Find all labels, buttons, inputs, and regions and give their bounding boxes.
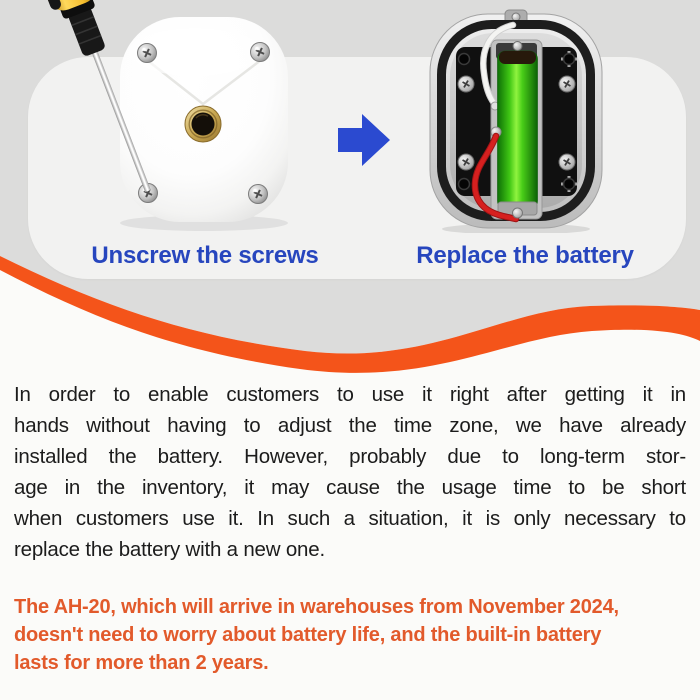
- corner-hole: [459, 54, 470, 65]
- paragraph-line: when customers use it. In such a situation, it is only necessary to: [14, 507, 686, 530]
- corner-hole: [564, 179, 575, 190]
- aa-battery: [498, 51, 538, 209]
- battery-top-nub: [513, 42, 522, 51]
- arrow-right-icon: [332, 106, 396, 170]
- note-line: The AH-20, which will arrive in warehouses from November 2024,: [14, 596, 619, 618]
- center-brass-hole: [185, 106, 221, 142]
- plate-screw: [458, 154, 474, 170]
- battery-bottom-nub: [513, 208, 523, 218]
- plate-screw: [559, 76, 575, 92]
- corner-hole: [459, 179, 470, 190]
- screw-bottom-right: [249, 185, 268, 204]
- description-paragraph: [14, 379, 686, 565]
- highlight-note: [14, 593, 694, 677]
- battery-top-cap: [499, 51, 536, 64]
- plate-screw: [559, 154, 575, 170]
- note-line: doesn't need to worry about battery life, and the built-in battery: [14, 624, 602, 646]
- battery-compartment-illustration: [425, 5, 605, 233]
- paragraph-line: age in the inventory, it may cause the usage time to be short: [14, 476, 686, 499]
- step-label-replace: Replace the battery: [416, 242, 634, 269]
- paragraph-line: installed the battery. However, probably due to long-term stor-: [14, 445, 686, 468]
- screw-top-left: [138, 44, 157, 63]
- paragraph-line: replace the battery with a new one.: [14, 538, 325, 561]
- note-line: lasts for more than 2 years.: [14, 652, 269, 674]
- step-label-unscrew: Unscrew the screws: [91, 242, 319, 269]
- screw-top-right: [251, 43, 270, 62]
- clock-back-illustration: [45, 0, 305, 235]
- plate-screw: [458, 76, 474, 92]
- paragraph-line: hands without having to adjust the time zone, we have already: [14, 414, 686, 437]
- corner-hole: [564, 54, 575, 65]
- paragraph-line: In order to enable customers to use it right after getting it in: [14, 383, 686, 406]
